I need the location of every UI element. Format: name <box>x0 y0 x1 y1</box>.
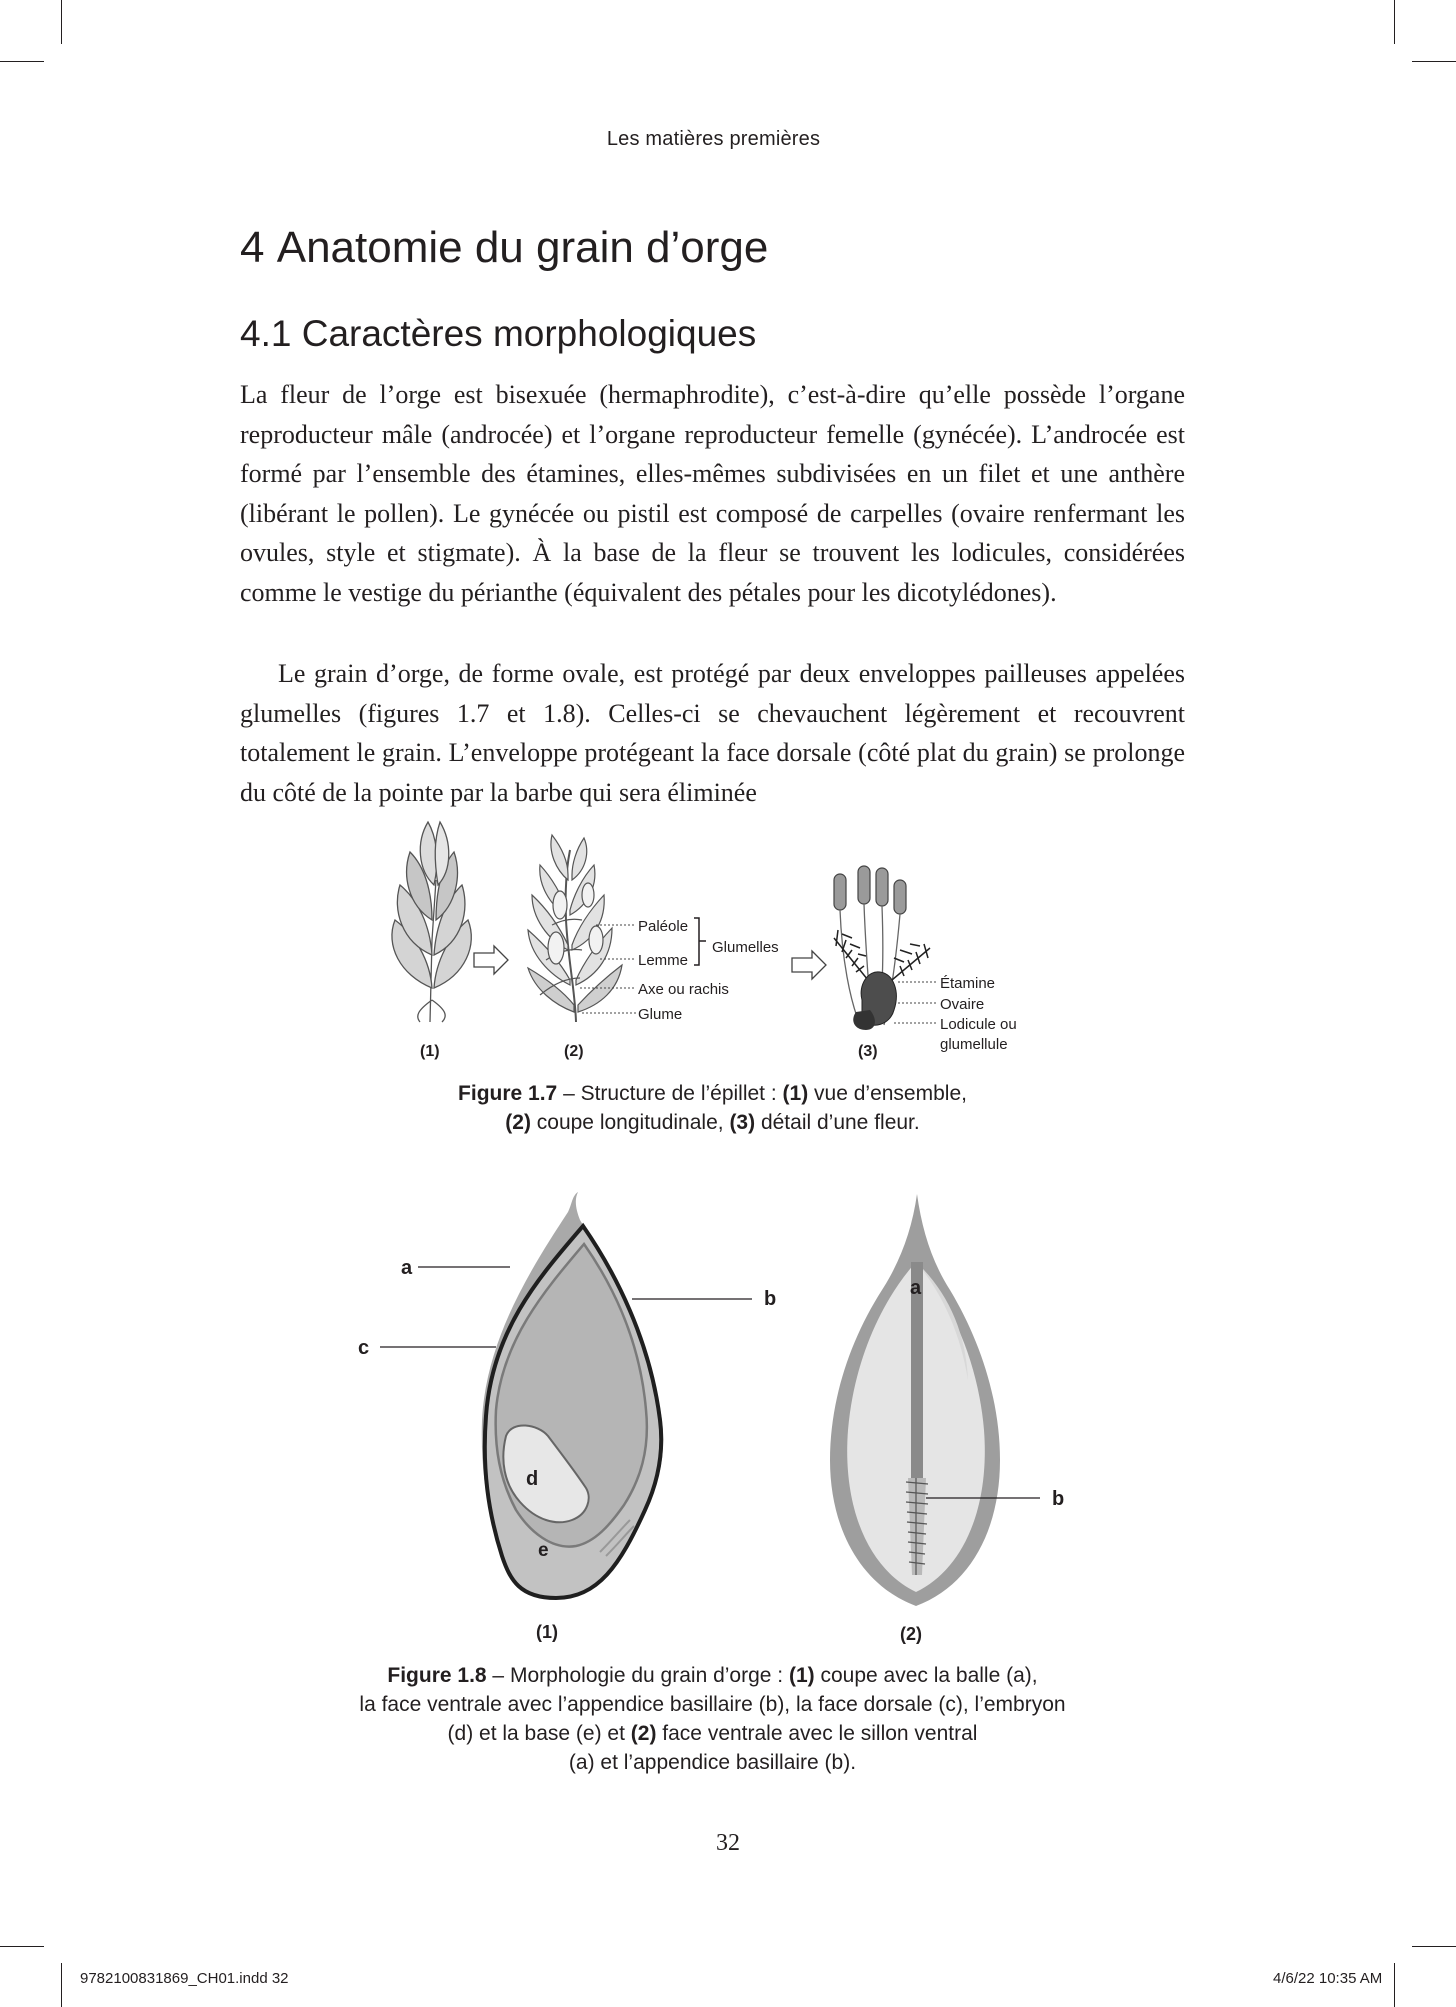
crop-mark <box>0 1946 44 1947</box>
caption-text: détail d’une fleur. <box>755 1111 920 1134</box>
label-a: a <box>401 1257 413 1279</box>
label-etamine: Étamine <box>940 975 996 992</box>
subsection-number: 4.1 <box>240 313 292 354</box>
caption-marker: (1) <box>782 1082 809 1105</box>
body-paragraph: Le grain d’orge, de forme ovale, est protégé par deux enveloppes pailleuses appelées glumelles (figures 1.7 et 1.8). Celles-ci se chevauchent légèrement et recouvrent totalement le grain. L’enveloppe protégeant la face dorsale (côté plat du grain) se prolonge du côté de la pointe par la barbe qui sera éliminée <box>240 659 1185 807</box>
caption-marker: (3) <box>729 1111 756 1134</box>
label-glumelles: Glumelles <box>712 939 779 956</box>
label-b: b <box>764 1288 777 1310</box>
caption-text: Structure de l’épillet : <box>580 1082 783 1105</box>
label-axe: Axe ou rachis <box>638 981 729 998</box>
label-glume: Glume <box>638 1006 683 1023</box>
caption-marker: (1) <box>788 1664 815 1687</box>
body-paragraph: La fleur de l’orge est bisexuée (hermaphrodite), c’est-à-dire qu’elle possède l’organe reproducteur mâle (androcée) et l’organe reproducteur femelle (gynécée). L’androcée est formé par l’ensemble des étamines, elles-mêmes subdivisées en un filet et une anthère (libérant le pollen). Le gynécée ou pistil est composé de carpelles (ovaire renfermant les ovules, style et stigmate). À la base de la fleur se trouvent les lodicules, considérées comme le vestige du périanthe (équivalent des pétales pour les dicotylédones). <box>240 380 1185 607</box>
caption-text: face ventrale avec le sillon ventral <box>656 1722 978 1745</box>
print-slug-file: 9782100831869_CH01.indd 32 <box>80 1970 289 1987</box>
panel-label: (2) <box>900 1624 922 1644</box>
caption-text: coupe longitudinale, <box>530 1111 730 1134</box>
grain-section-drawing <box>482 1192 664 1598</box>
crop-mark <box>1394 1963 1395 2007</box>
caption-text: vue d’ensemble, <box>808 1082 967 1105</box>
caption-marker: (2) <box>505 1111 531 1134</box>
caption-text: (d) et la base (e) et <box>447 1722 631 1745</box>
caption-text: coupe avec la balle (a), <box>814 1664 1038 1687</box>
label-a: a <box>910 1277 922 1299</box>
label-ovaire: Ovaire <box>940 996 985 1013</box>
panel-label: (3) <box>858 1043 878 1060</box>
crop-mark <box>1412 1946 1456 1947</box>
panel-label: (1) <box>536 1622 558 1642</box>
running-head: Les matières premières <box>606 128 821 150</box>
caption-text: – <box>486 1664 510 1687</box>
label-b: b <box>1052 1488 1065 1510</box>
subsection-title-text: Caractères morphologiques <box>301 313 757 354</box>
figure-caption <box>240 1661 1185 1777</box>
section-title-text: Anatomie du grain d’orge <box>276 223 769 272</box>
label-lemme: Lemme <box>638 952 689 969</box>
print-slug-date: 4/6/22 10:35 AM <box>1273 1970 1383 1987</box>
panel-label: (1) <box>420 1043 440 1060</box>
figure-label: Figure 1.7 <box>458 1082 558 1105</box>
caption-marker: (2) <box>630 1722 657 1745</box>
caption-text: la face ventrale avec l’appendice basillaire (b), la face dorsale (c), l’embryon <box>359 1693 1066 1716</box>
caption-text: – <box>557 1082 581 1105</box>
label-glumellule: glumellule <box>940 1036 1008 1053</box>
section-number: 4 <box>240 223 265 272</box>
page-number: 32 <box>716 1830 740 1856</box>
label-d: d <box>526 1468 539 1490</box>
caption-text: (a) et l’appendice basillaire (b). <box>568 1751 857 1774</box>
label-e: e <box>538 1540 549 1561</box>
label-lodicule: Lodicule ou <box>940 1016 1017 1033</box>
figure-label: Figure 1.8 <box>387 1664 487 1687</box>
label-paleole: Paléole <box>638 918 689 935</box>
crop-mark <box>61 1963 62 2007</box>
label-c: c <box>358 1337 370 1359</box>
panel-label: (2) <box>564 1043 584 1060</box>
caption-text: Morphologie du grain d’orge : <box>509 1664 789 1687</box>
grain-ventral-face-drawing <box>830 1194 1000 1606</box>
